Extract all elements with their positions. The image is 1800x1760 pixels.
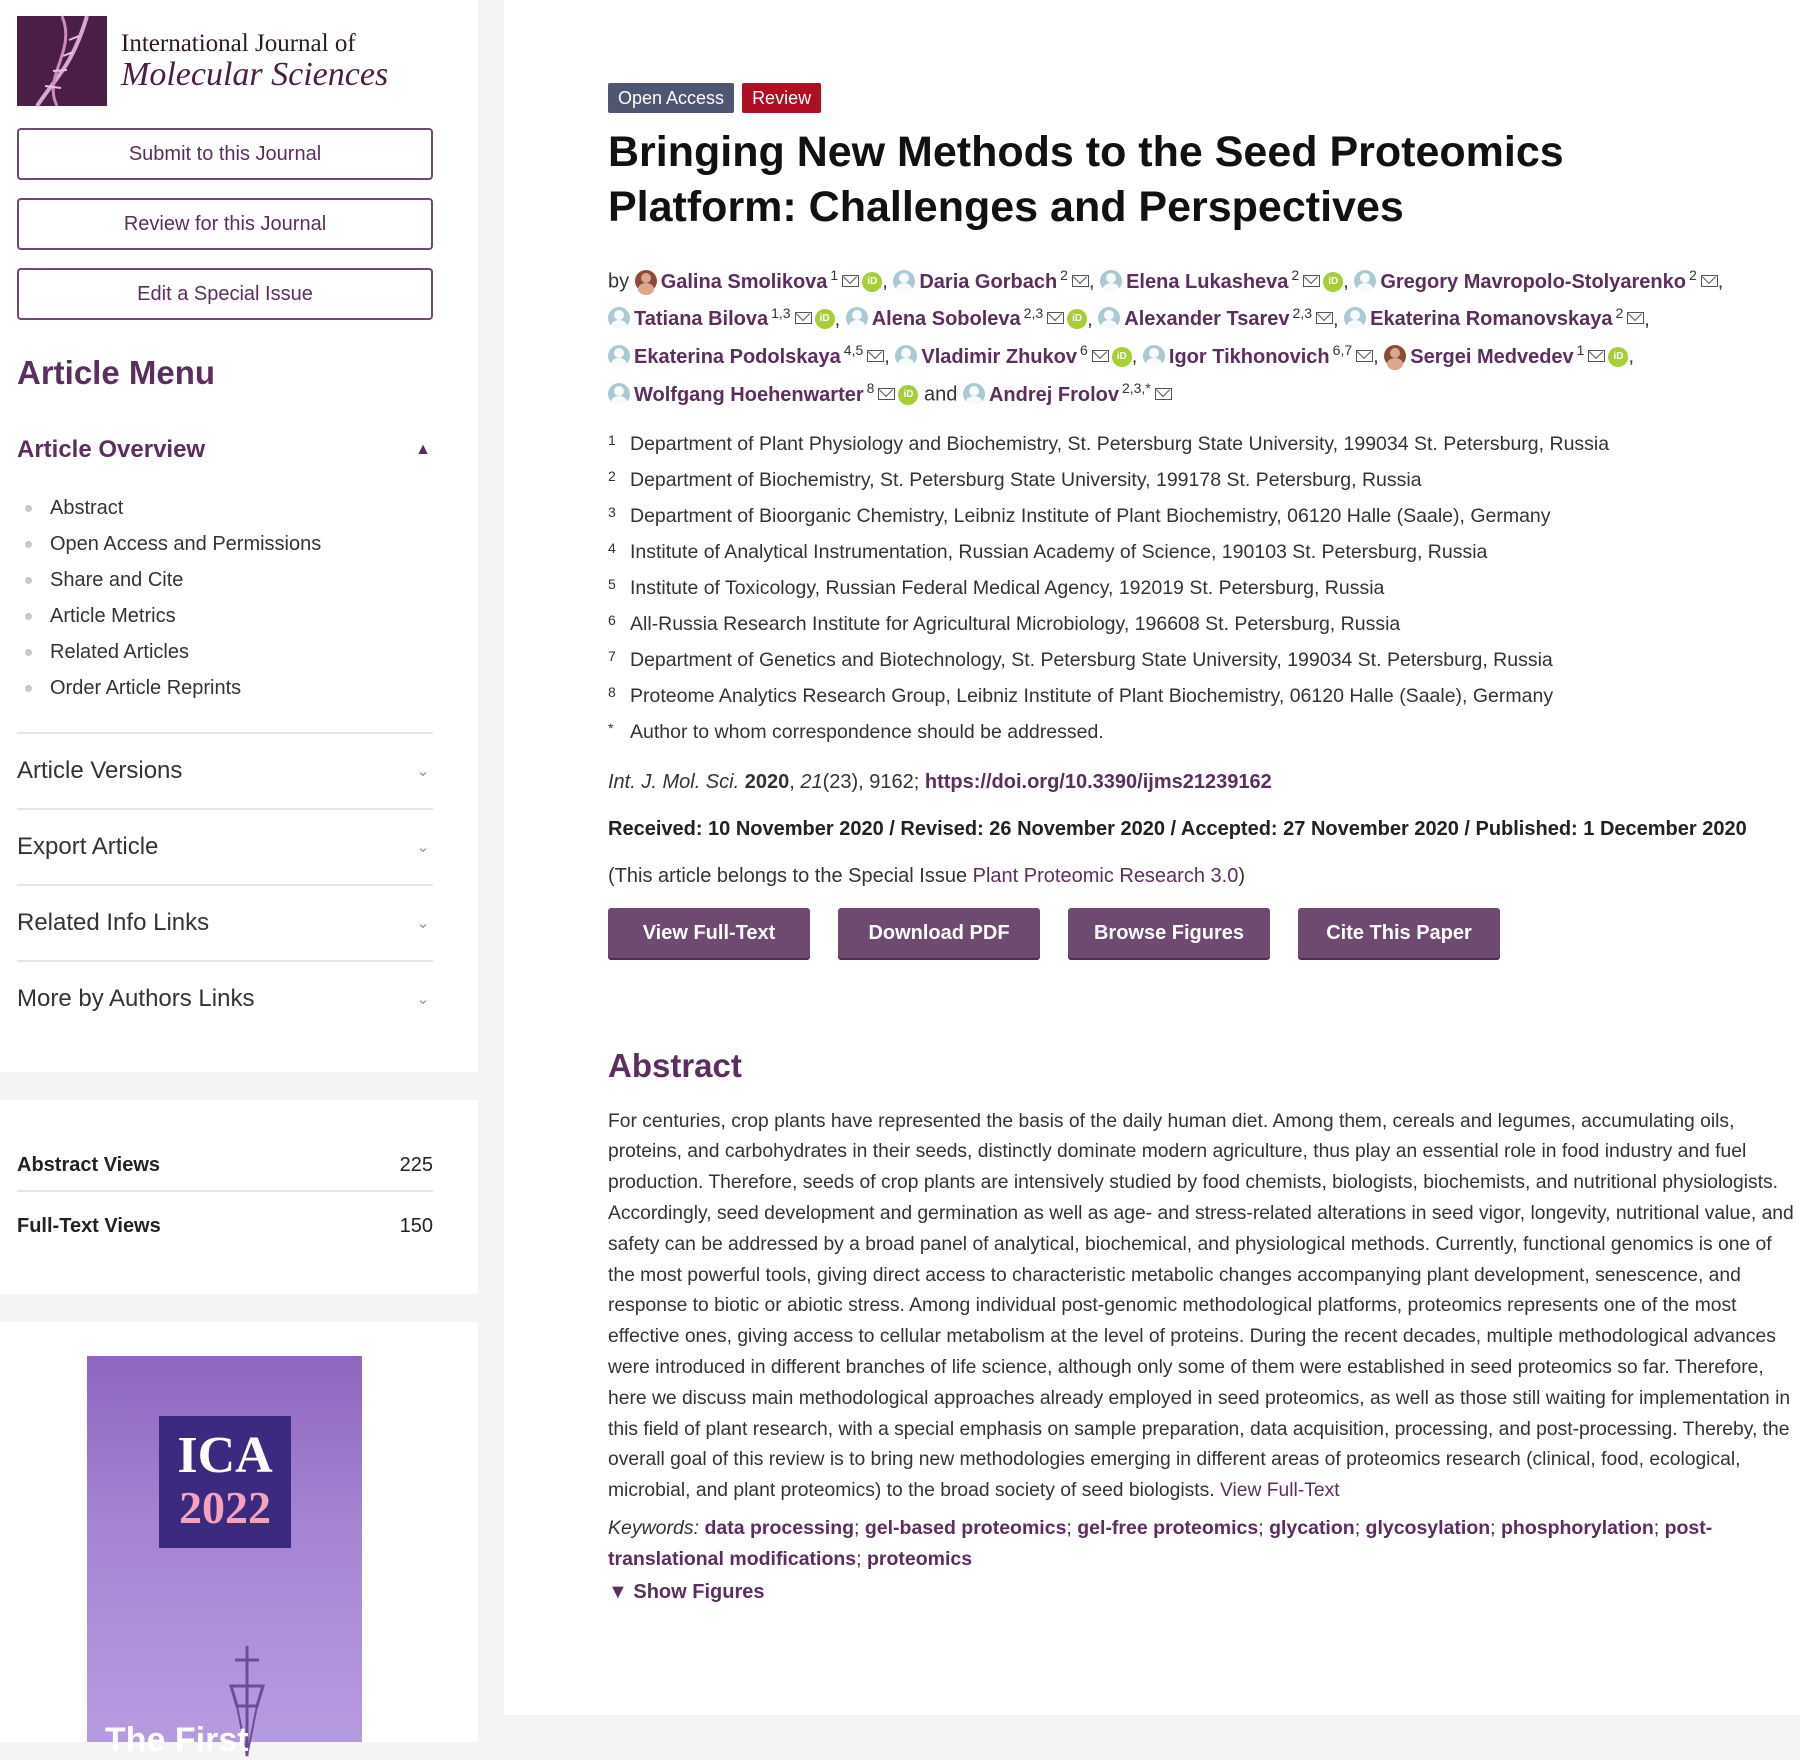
author-affiliation-sup: 1,3 bbox=[771, 304, 791, 321]
affiliation-text: Institute of Analytical Instrumentation, Russian Academy of Science, 190103 St. Petersburg, Russia bbox=[630, 541, 1488, 564]
keyword-link[interactable]: gel-based proteomics bbox=[864, 1516, 1067, 1539]
envelope-icon[interactable] bbox=[1303, 275, 1320, 287]
user-avatar-icon[interactable] bbox=[608, 383, 630, 405]
overview-item-label: Order Article Reprints bbox=[50, 676, 242, 699]
affiliations bbox=[608, 427, 1800, 751]
views-label: Full-Text Views bbox=[17, 1214, 161, 1237]
affiliation-number: 1 bbox=[608, 431, 616, 448]
view-full-text-button[interactable]: View Full-Text bbox=[608, 908, 810, 958]
orcid-icon[interactable]: iD bbox=[1608, 347, 1628, 367]
user-avatar-icon[interactable] bbox=[608, 307, 630, 329]
author-entry bbox=[608, 379, 918, 406]
keyword-link[interactable]: data processing bbox=[704, 1516, 855, 1539]
author-affiliation-sup: 4,5 bbox=[843, 342, 864, 359]
author-name[interactable]: Galina Smolikova bbox=[660, 270, 828, 293]
ad-line1: ICA bbox=[177, 1427, 273, 1484]
citation-line: Int. J. Mol. Sci. 2020, 21(23), 9162; https://doi.org/10.3390/ijms21239162 bbox=[608, 770, 1272, 793]
ad-bottom-text: The First bbox=[105, 1721, 249, 1759]
author-name[interactable]: Wolfgang Hoehenwarter bbox=[634, 383, 864, 406]
orcid-icon[interactable]: iD bbox=[1323, 272, 1343, 292]
envelope-icon[interactable] bbox=[1316, 312, 1333, 324]
chevron-down-icon: ⌄ bbox=[416, 839, 430, 856]
affiliation-number: 3 bbox=[608, 503, 616, 520]
author-name[interactable]: Ekaterina Podolskaya bbox=[634, 345, 841, 368]
envelope-icon[interactable] bbox=[842, 275, 859, 287]
author-name[interactable]: Vladimir Zhukov bbox=[921, 345, 1077, 368]
article-actions bbox=[608, 908, 1800, 958]
affiliation-text: Department of Plant Physiology and Biochemistry, St. Petersburg State University, 199034 St. Petersburg, Russia bbox=[630, 433, 1610, 456]
chevron-down-icon: ⌄ bbox=[416, 763, 430, 780]
affiliation-text: Institute of Toxicology, Russian Federal Medical Agency, 192019 St. Petersburg, Russia bbox=[630, 577, 1385, 600]
submit-to-journal-button[interactable]: Submit to this Journal bbox=[17, 128, 433, 180]
ad-line2: 2022 bbox=[179, 1482, 271, 1533]
bullet-icon bbox=[25, 649, 32, 656]
keywords-label: Keywords: bbox=[608, 1516, 700, 1539]
article-overview-list bbox=[17, 490, 461, 706]
views-count: 225 bbox=[399, 1154, 433, 1176]
orcid-icon[interactable]: iD bbox=[898, 385, 918, 405]
user-avatar-icon[interactable] bbox=[1143, 345, 1165, 367]
article-main bbox=[504, 0, 1800, 1715]
section-label: Export Article bbox=[17, 833, 159, 860]
keyword-link[interactable]: glycosylation bbox=[1365, 1516, 1491, 1539]
special-issue-link[interactable]: Plant Proteomic Research 3.0 bbox=[972, 864, 1239, 887]
envelope-icon[interactable] bbox=[1092, 350, 1109, 362]
envelope-icon[interactable] bbox=[1701, 275, 1718, 287]
abstract-heading: Abstract bbox=[608, 1046, 742, 1084]
keyword-link[interactable]: proteomics bbox=[866, 1547, 973, 1570]
author-entry bbox=[1098, 304, 1333, 331]
user-avatar-icon[interactable] bbox=[1100, 270, 1122, 292]
author-name[interactable]: Sergei Medvedev bbox=[1410, 345, 1574, 368]
article-menu-title: Article Menu bbox=[17, 354, 216, 391]
author-affiliation-sup: 6,7 bbox=[1332, 342, 1353, 359]
envelope-icon[interactable] bbox=[1072, 275, 1089, 287]
affiliation-text: Department of Biochemistry, St. Petersburg State University, 199178 St. Petersburg, Russia bbox=[630, 469, 1422, 492]
author-name[interactable]: Daria Gorbach bbox=[919, 270, 1058, 293]
author-name[interactable]: Alena Soboleva bbox=[871, 308, 1021, 331]
user-avatar-icon[interactable] bbox=[1354, 270, 1376, 292]
user-avatar-icon[interactable] bbox=[608, 345, 630, 367]
affiliation-row bbox=[608, 499, 1800, 535]
user-avatar-icon[interactable] bbox=[895, 345, 917, 367]
affiliation-text: Department of Genetics and Biotechnology, St. Petersburg State University, 199034 St. Petersburg, Russia bbox=[630, 649, 1553, 672]
sidebar-main-panel bbox=[0, 0, 478, 1072]
abstract-text bbox=[608, 1107, 1798, 1507]
author-affiliation-sup: 1 bbox=[1576, 342, 1585, 359]
envelope-icon[interactable] bbox=[878, 388, 895, 400]
author-entry bbox=[635, 267, 883, 293]
envelope-icon[interactable] bbox=[1047, 312, 1064, 324]
affiliation-number: 2 bbox=[608, 467, 616, 484]
doi-link[interactable]: https://doi.org/10.3390/ijms21239162 bbox=[924, 770, 1272, 793]
keywords: Keywords: data processing; gel-based proteomics; gel-free proteomics; glycation; glycosylation; phosphorylation; post-translational modifications; proteomics bbox=[608, 1516, 1713, 1570]
article-overview-toggle[interactable] bbox=[17, 436, 433, 464]
author-affiliation-sup: 2 bbox=[1291, 267, 1300, 283]
chevron-down-icon: ⌄ bbox=[416, 915, 430, 932]
abstract-body: For centuries, crop plants have represented the basis of the daily human diet. Among them, cereals and legumes, accumulating oils, proteins, and carbohydrates in their seeds, distinctly dominate modern agriculture, thus play an essential role in food industry and fuel production. Therefore, seeds of crop plants are intensively studied by food chemists, biologists, biochemists, and nutritional physiologists. Accordingly, seed development and germination as well as age- and stress-related alterations in seed vigor, longevity, nutritional value, and safety can be addressed by a broad panel of analytical, biochemical, and physiological methods. Currently, functional genomics is one of the most powerful tools, giving direct access to characteristic metabolic changes accompanying plant development, senescence, and response to biotic or abiotic stress. Among individual post-genomic methodological platforms, proteomics represents one of the most effective ones, giving access to cellular metabolism at the level of proteins. During the recent decades, multiple methodological advances were introduced in different branches of life science, although only some of them were established in seed proteomics so far. Therefore, here we discuss main methodological approaches already employed in seed proteomics, as well as those still waiting for implementation in this field of plant research, with a special emphasis on sample preparation, data acquisition, processing, and post-processing. Thereby, the overall goal of this review is to bring new methodologies emerging in different areas of proteomics research (clinical, food, ecological, microbial, and plant proteomics) to the broad society of seed biologists. bbox=[608, 1110, 1794, 1502]
author-affiliation-sup: 2,3 bbox=[1292, 304, 1312, 321]
author-name[interactable]: Elena Lukasheva bbox=[1126, 270, 1289, 293]
edit-special-issue-button[interactable]: Edit a Special Issue bbox=[17, 268, 433, 320]
article-versions-toggle[interactable] bbox=[17, 732, 433, 808]
affiliation-text: All-Russia Research Institute for Agricultural Microbiology, 196608 St. Petersburg, Russia bbox=[630, 613, 1401, 636]
author-list: by Galina Smolikova $^1$ iD , Daria Gorbach $^2$ , Elena Lukasheva $^2$ iD , Gregory Mavropolo-Stolyarenko $^2$ , Tatiana Bilova $^{1,3}$ iD , Alena Soboleva $^{2,3}$ iD , Alexander Tsarev $^{2,3}$ , Ekaterina Romanovskaya $^2$ , Ekaterina Podolskaya $^{4,5}$ , Vladimir Zhukov $^6$ iD , Igor Tikhonovich $^{6,7}$ , Sergei Medvedev $^1$ iD , Wolfgang Hoehenwarter $^8$ iD and Andrej Frolov $^{2,3,*}$ bbox=[608, 267, 1724, 406]
orcid-icon[interactable]: iD bbox=[862, 272, 882, 292]
overview-item-reprints[interactable] bbox=[17, 670, 461, 706]
overview-item-label: Share and Cite bbox=[50, 568, 184, 591]
export-article-toggle[interactable] bbox=[17, 808, 433, 884]
affiliation-row bbox=[608, 715, 1800, 751]
envelope-icon[interactable] bbox=[867, 350, 884, 362]
bullet-icon bbox=[25, 505, 32, 512]
envelope-icon[interactable] bbox=[1155, 388, 1172, 400]
journal-name bbox=[121, 30, 388, 93]
affiliation-number: 6 bbox=[608, 611, 616, 628]
special-issue-note bbox=[608, 865, 1800, 888]
envelope-icon[interactable] bbox=[1588, 350, 1605, 362]
download-pdf-button[interactable]: Download PDF bbox=[838, 908, 1040, 958]
author-entry bbox=[1143, 342, 1373, 368]
author-affiliation-sup: 2,3,* bbox=[1121, 379, 1151, 396]
chevron-up-icon: ▲ bbox=[415, 441, 431, 458]
author-entry bbox=[1384, 342, 1628, 368]
section-label: Article Versions bbox=[17, 757, 183, 784]
more-by-authors-toggle[interactable] bbox=[17, 960, 433, 1036]
dna-logo-icon bbox=[17, 16, 107, 106]
author-name[interactable]: Tatiana Bilova bbox=[634, 308, 769, 331]
user-avatar-icon[interactable] bbox=[1384, 345, 1406, 367]
user-avatar-icon[interactable] bbox=[1344, 307, 1366, 329]
article-badges bbox=[608, 83, 1800, 113]
keyword-link[interactable]: phosphorylation bbox=[1501, 1516, 1654, 1539]
author-name[interactable]: Igor Tikhonovich bbox=[1168, 345, 1330, 368]
affiliation-row bbox=[608, 571, 1800, 607]
views-count: 150 bbox=[399, 1214, 433, 1237]
keyword-link[interactable]: glycation bbox=[1269, 1516, 1355, 1539]
orcid-icon[interactable]: iD bbox=[815, 309, 835, 329]
citation-volume: 21 bbox=[800, 770, 823, 793]
citation-year: 2020 bbox=[744, 770, 790, 793]
affiliation-text: Proteome Analytics Research Group, Leibniz Institute of Plant Biochemistry, 06120 Halle (Saale), Germany bbox=[630, 685, 1554, 708]
sidebar bbox=[0, 0, 478, 1759]
author-affiliation-sup: 2 bbox=[1615, 304, 1624, 321]
overview-item-share-cite[interactable] bbox=[17, 562, 461, 598]
user-avatar-icon[interactable] bbox=[963, 383, 985, 405]
user-avatar-icon[interactable] bbox=[1098, 307, 1120, 329]
section-label: More by Authors Links bbox=[17, 985, 255, 1012]
journal-logo[interactable] bbox=[17, 16, 461, 106]
author-entry bbox=[608, 304, 835, 331]
cite-paper-button[interactable]: Cite This Paper bbox=[1298, 908, 1500, 958]
user-avatar-icon[interactable] bbox=[635, 270, 657, 292]
show-figures-toggle[interactable]: ▼ Show Figures bbox=[608, 1580, 765, 1603]
overview-item-abstract[interactable] bbox=[17, 490, 461, 526]
author-name[interactable]: Andrej Frolov bbox=[988, 383, 1119, 406]
overview-item-metrics[interactable] bbox=[17, 598, 461, 634]
envelope-icon[interactable] bbox=[795, 312, 812, 324]
author-entry bbox=[608, 342, 884, 368]
affiliation-row bbox=[608, 643, 1800, 679]
citation-issue-pages: (23), 9162; bbox=[822, 770, 925, 793]
author-name[interactable]: Ekaterina Romanovskaya bbox=[1370, 308, 1613, 331]
orcid-icon[interactable]: iD bbox=[1112, 347, 1132, 367]
journal-name-line2: Molecular Sciences bbox=[121, 55, 389, 93]
by-label: by bbox=[608, 270, 630, 293]
bullet-icon bbox=[25, 685, 32, 692]
author-affiliation-sup: 6 bbox=[1079, 342, 1088, 359]
author-name[interactable]: Gregory Mavropolo-Stolyarenko bbox=[1380, 270, 1686, 293]
overview-item-label: Related Articles bbox=[50, 640, 189, 663]
author-entry bbox=[893, 267, 1089, 293]
affiliation-text: Department of Bioorganic Chemistry, Leibniz Institute of Plant Biochemistry, 06120 Halle (Saale), Germany bbox=[630, 505, 1551, 528]
keyword-link[interactable]: post-translational modifications bbox=[608, 1516, 1713, 1570]
author-affiliation-sup: 8 bbox=[866, 379, 875, 396]
abstract-view-full-text-link[interactable]: View Full-Text bbox=[1219, 1480, 1340, 1502]
special-issue-suffix: ) bbox=[1238, 864, 1245, 887]
envelope-icon[interactable] bbox=[1627, 312, 1644, 324]
journal-name-line1: International Journal of bbox=[121, 29, 356, 57]
author-affiliation-sup: 2,3 bbox=[1023, 304, 1044, 321]
user-avatar-icon[interactable] bbox=[846, 307, 868, 329]
affiliation-row bbox=[608, 463, 1800, 499]
author-affiliation-sup: 2 bbox=[1688, 267, 1697, 283]
and-label: and bbox=[924, 383, 958, 406]
views-label: Abstract Views bbox=[17, 1154, 161, 1176]
author-entry bbox=[1354, 267, 1717, 293]
browse-figures-button[interactable]: Browse Figures bbox=[1068, 908, 1270, 958]
bullet-icon bbox=[25, 541, 32, 548]
article-views-panel bbox=[0, 1100, 478, 1294]
open-access-badge[interactable]: Open Access bbox=[608, 83, 734, 113]
overview-item-label: Article Metrics bbox=[50, 604, 176, 627]
keyword-link[interactable]: gel-free proteomics bbox=[1077, 1516, 1259, 1539]
fulltext-views-row bbox=[17, 1190, 433, 1260]
review-badge: Review bbox=[742, 83, 821, 113]
affiliation-row bbox=[608, 427, 1800, 463]
affiliation-number: 7 bbox=[608, 647, 616, 664]
author-name[interactable]: Alexander Tsarev bbox=[1124, 308, 1290, 331]
ad-panel bbox=[0, 1322, 478, 1759]
envelope-icon[interactable] bbox=[1356, 350, 1373, 362]
bullet-icon bbox=[25, 613, 32, 620]
author-affiliation-sup: 1 bbox=[830, 267, 839, 283]
section-label: Related Info Links bbox=[17, 909, 210, 936]
affiliation-number: * bbox=[608, 719, 614, 736]
show-figures-label: Show Figures bbox=[633, 1580, 765, 1603]
overview-item-open-access[interactable] bbox=[17, 526, 461, 562]
ica-badge bbox=[159, 1416, 291, 1548]
article-overview-label: Article Overview bbox=[17, 436, 206, 463]
affiliation-row bbox=[608, 535, 1800, 571]
special-issue-prefix: (This article belongs to the Special Issue bbox=[608, 864, 973, 887]
author-entry bbox=[963, 379, 1172, 406]
affiliation-number: 4 bbox=[608, 539, 616, 556]
related-info-links-toggle[interactable] bbox=[17, 884, 433, 960]
author-entry bbox=[846, 304, 1087, 331]
conference-ad-banner[interactable] bbox=[87, 1356, 362, 1759]
bullet-icon bbox=[25, 577, 32, 584]
article-title: Bringing New Methods to the Seed Proteomics Platform: Challenges and Perspectives bbox=[608, 128, 1564, 231]
orcid-icon[interactable]: iD bbox=[1067, 309, 1087, 329]
author-entry bbox=[895, 342, 1131, 368]
overview-item-related[interactable] bbox=[17, 634, 461, 670]
chevron-down-icon: ⌄ bbox=[416, 991, 430, 1008]
affiliation-text: Author to whom correspondence should be addressed. bbox=[630, 721, 1104, 744]
affiliation-row bbox=[608, 607, 1800, 643]
author-entry bbox=[1344, 304, 1644, 331]
author-affiliation-sup: 2 bbox=[1060, 267, 1068, 283]
abstract-views-row bbox=[17, 1140, 433, 1190]
affiliation-row bbox=[608, 679, 1800, 715]
affiliation-number: 5 bbox=[608, 575, 616, 592]
review-for-journal-button[interactable]: Review for this Journal bbox=[17, 198, 433, 250]
author-entry bbox=[1100, 267, 1343, 293]
overview-item-label: Abstract bbox=[50, 496, 124, 519]
publication-dates: Received: 10 November 2020 / Revised: 26 November 2020 / Accepted: 27 November 2020 / Published: 1 December 2020 bbox=[608, 817, 1747, 840]
affiliation-number: 8 bbox=[608, 683, 616, 700]
overview-item-label: Open Access and Permissions bbox=[50, 532, 322, 555]
journal-abbrev: Int. J. Mol. Sci. bbox=[608, 770, 740, 793]
user-avatar-icon[interactable] bbox=[893, 270, 915, 292]
